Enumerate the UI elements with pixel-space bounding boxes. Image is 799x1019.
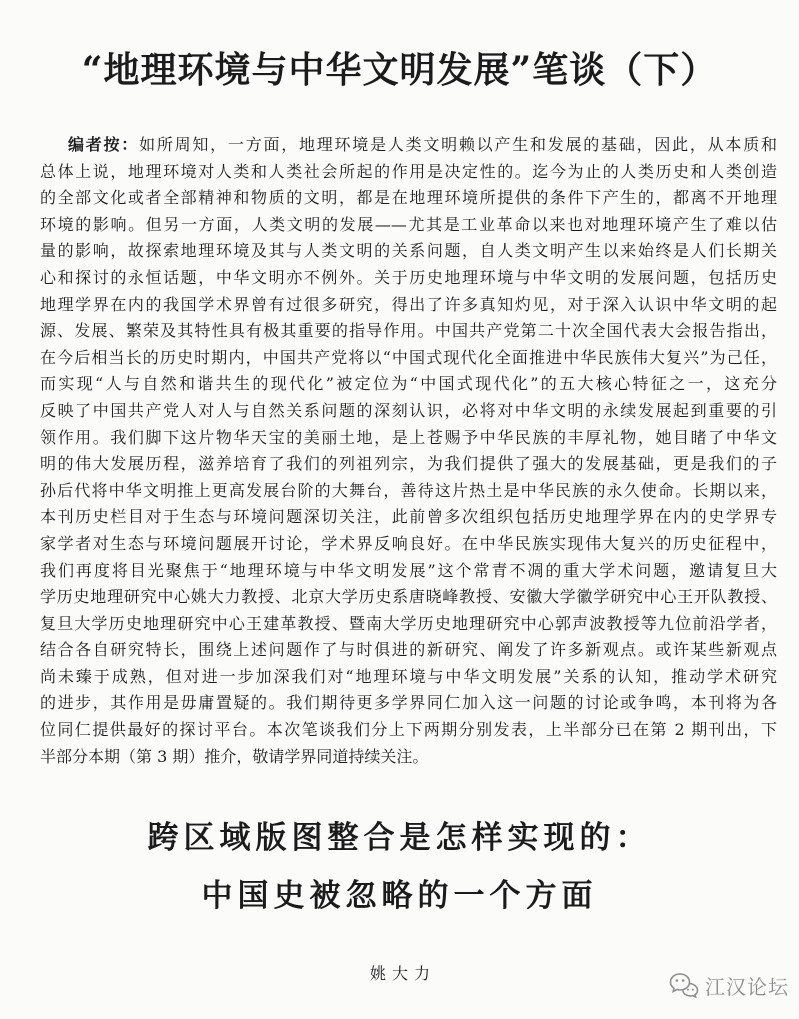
article-title-line: 中国史被忽略的一个方面 xyxy=(201,878,598,914)
article-title xyxy=(0,809,799,925)
note-line: 领作用。我们脚下这片物华天宝的美丽土地，是上苍赐予中华民族的丰厚礼物，她目睹了中华文 xyxy=(40,427,777,447)
note-line: 总体上说，地理环境对人类和人类社会所起的作用是决定性的。迄今为止的人类历史和人类创造 xyxy=(40,161,777,181)
note-line-text: 如所周知，一方面，地理环境是人类文明赖以产生和发展的基础，因此，从本质和 xyxy=(139,135,777,154)
note-line: 反映了中国共产党人对人与自然关系问题的深刻认识，必将对中华文明的永续发展起到重要的引 xyxy=(40,400,777,420)
note-line: 心和探讨的永恒话题，中华文明亦不例外。关于历史地理环境与中华文明的发展问题，包括历史 xyxy=(40,267,777,287)
note-line: 的进步，其作用是毋庸置疑的。我们期待更多学界同仁加入这一问题的讨论或争鸣，本刊将为各 xyxy=(40,693,777,713)
note-line: 地理学界在内的我国学术界曾有过很多研究，得出了许多真知灼见，对于深入认识中华文明的起 xyxy=(40,294,777,314)
note-line: 明的伟大发展历程，滋养培育了我们的列祖列宗，为我们提供了强大的发展基础，更是我们的子 xyxy=(40,454,777,474)
article-author: 姚大力 xyxy=(369,964,436,983)
note-line: 的全部文化或者全部精神和物质的文明，都是在地理环境所提供的条件下产生的，都离不开地理 xyxy=(40,188,777,208)
note-line: 半部分本期（第 3 期）推介，敬请学界同道持续关注。 xyxy=(40,746,429,766)
note-line: 家学者对生态与环境问题展开讨论，学术界反响良好。在中华民族实现伟大复兴的历史征程中， xyxy=(40,533,777,553)
wechat-icon xyxy=(669,972,699,998)
note-line: 而实现“人与自然和谐共生的现代化”被定位为“中国式现代化”的五大核心特征之一，这充分 xyxy=(40,374,777,394)
series-heading: “地理环境与中华文明发展”笔谈（下） xyxy=(81,49,718,91)
note-line: 在今后相当长的历史时期内，中国共产党将以“中国式现代化全面推进中华民族伟大复兴”为己任， xyxy=(40,347,777,367)
note-line: 学历史地理研究中心姚大力教授、北京大学历史系唐晓峰教授、安徽大学徽学研究中心王开队教授、 xyxy=(40,587,777,607)
note-line: 量的影响，故探索地理环境及其与人类文明的关系问题，自人类文明产生以来始终是人们长期关 xyxy=(40,241,777,261)
watermark-text: 江汉论坛 xyxy=(705,974,789,999)
note-line: 本刊历史栏目对于生态与环境问题深切关注，此前曾多次组织包括历史地理学界在内的史学界专 xyxy=(40,507,777,527)
note-line: 位同仁提供最好的探讨平台。本次笔谈我们分上下两期分别发表，上半部分已在第 2 期刊出，下 xyxy=(40,720,777,740)
note-line: 结合各自研究特长，围绕上述问题作了与时俱进的新研究、阐发了许多新观点。或许某些新观点 xyxy=(40,640,777,660)
note-line: 环境的影响。但另一方面，人类文明的发展——尤其是工业革命以来也对地理环境产生了难以估 xyxy=(40,214,777,234)
article-title-line: 跨区域版图整合是怎样实现的： xyxy=(147,820,652,856)
note-line: 孙后代将中华文明推上更高发展台阶的大舞台，善待这片热土是中华民族的永久使命。长期以来， xyxy=(40,480,777,500)
note-line: 源、发展、繁荣及其特性具有极其重要的指导作用。中国共产党第二十次全国代表大会报告指出， xyxy=(40,321,777,341)
note-line xyxy=(40,132,777,159)
editor-note-label: 编者按： xyxy=(68,135,140,154)
watermark xyxy=(669,968,789,1002)
note-line: 尚未臻于成熟，但对进一步加深我们对“地理环境与中华文明发展”关系的认知，推动学术研究 xyxy=(40,666,777,686)
note-line: 复旦大学历史地理研究中心王建革教授、暨南大学历史地理研究中心郭声波教授等九位前沿学者， xyxy=(40,613,777,633)
editor-note xyxy=(40,132,777,770)
note-line: 我们再度将目光聚焦于“地理环境与中华文明发展”这个常青不凋的重大学术问题，邀请复旦大 xyxy=(40,560,777,580)
